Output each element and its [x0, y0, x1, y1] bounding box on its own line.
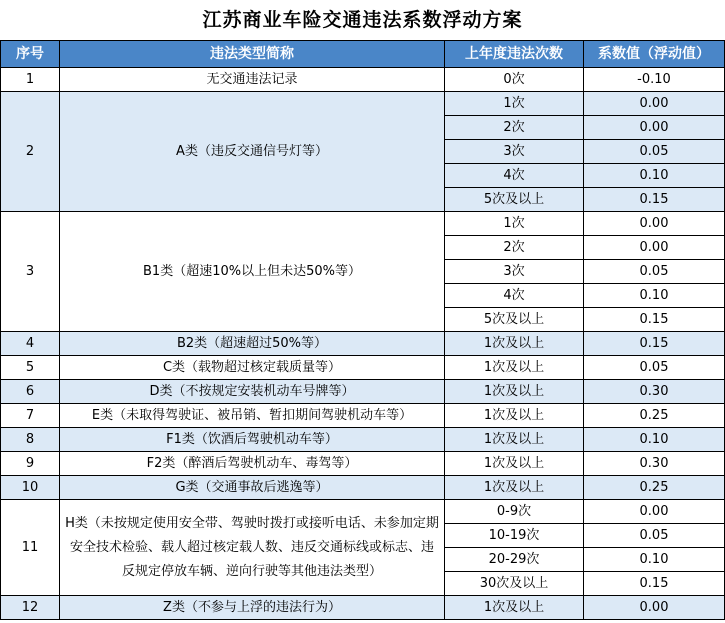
coefficient-cell: 0.10 — [584, 548, 725, 572]
violation-count-cell: 1次及以上 — [445, 596, 584, 620]
coefficient-cell: 0.10 — [584, 428, 725, 452]
coefficient-cell: 0.00 — [584, 116, 725, 140]
violation-count-cell: 4次 — [445, 284, 584, 308]
table-row — [1, 356, 725, 380]
row-number-cell: 5 — [1, 356, 60, 380]
header-no: 序号 — [1, 41, 60, 68]
coefficient-cell: 0.15 — [584, 572, 725, 596]
violation-type-cell: A类（违反交通信号灯等） — [60, 92, 445, 212]
coefficient-cell: 0.00 — [584, 212, 725, 236]
row-number-cell: 3 — [1, 212, 60, 332]
coefficient-cell: 0.30 — [584, 380, 725, 404]
row-number-cell: 12 — [1, 596, 60, 620]
row-number-cell: 1 — [1, 68, 60, 92]
violation-count-cell: 1次及以上 — [445, 356, 584, 380]
coefficient-cell: 0.00 — [584, 92, 725, 116]
violation-count-cell: 3次 — [445, 140, 584, 164]
table-row — [1, 476, 725, 500]
coefficient-cell: 0.00 — [584, 236, 725, 260]
violation-type-cell: 无交通违法记录 — [60, 68, 445, 92]
table-row — [1, 452, 725, 476]
violation-count-cell: 0-9次 — [445, 500, 584, 524]
table-row — [1, 380, 725, 404]
coefficient-cell: 0.25 — [584, 404, 725, 428]
violation-count-cell: 5次及以上 — [445, 308, 584, 332]
violation-type-cell: H类（未按规定使用安全带、驾驶时拨打或接听电话、未参加定期安全技术检验、载人超过核定载人数、违反交通标线或标志、违反规定停放车辆、逆向行驶等其他违法类型） — [60, 500, 445, 596]
violation-count-cell: 2次 — [445, 116, 584, 140]
violation-count-cell: 10-19次 — [445, 524, 584, 548]
violation-type-cell: F2类（醉酒后驾驶机动车、毒驾等） — [60, 452, 445, 476]
coefficient-cell: 0.25 — [584, 476, 725, 500]
violation-count-cell: 20-29次 — [445, 548, 584, 572]
coefficient-cell: 0.15 — [584, 332, 725, 356]
violation-type-cell: F1类（饮酒后驾驶机动车等） — [60, 428, 445, 452]
coefficient-cell: 0.15 — [584, 308, 725, 332]
header-violation-type: 违法类型简称 — [60, 41, 445, 68]
violation-count-cell: 1次 — [445, 212, 584, 236]
coefficient-cell: 0.10 — [584, 284, 725, 308]
violation-type-cell: B1类（超速10%以上但未达50%等） — [60, 212, 445, 332]
violation-count-cell: 30次及以上 — [445, 572, 584, 596]
table-row — [1, 596, 725, 620]
violation-count-cell: 3次 — [445, 260, 584, 284]
table-row — [1, 68, 725, 92]
row-number-cell: 10 — [1, 476, 60, 500]
row-number-cell: 4 — [1, 332, 60, 356]
violation-count-cell: 1次 — [445, 92, 584, 116]
violation-count-cell: 5次及以上 — [445, 188, 584, 212]
table-row — [1, 92, 725, 116]
violation-count-cell: 1次及以上 — [445, 428, 584, 452]
table-row — [1, 212, 725, 236]
coefficient-cell: 0.00 — [584, 596, 725, 620]
violation-count-cell: 2次 — [445, 236, 584, 260]
violation-type-cell: Z类（不参与上浮的违法行为） — [60, 596, 445, 620]
row-number-cell: 6 — [1, 380, 60, 404]
violation-count-cell: 1次及以上 — [445, 380, 584, 404]
coefficient-cell: 0.10 — [584, 164, 725, 188]
table-row — [1, 500, 725, 524]
violation-count-cell: 0次 — [445, 68, 584, 92]
row-number-cell: 8 — [1, 428, 60, 452]
violation-type-cell: B2类（超速超过50%等） — [60, 332, 445, 356]
coefficient-cell: 0.05 — [584, 356, 725, 380]
violation-type-cell: E类（未取得驾驶证、被吊销、暂扣期间驾驶机动车等） — [60, 404, 445, 428]
coefficient-cell: 0.05 — [584, 524, 725, 548]
coefficient-cell: 0.00 — [584, 500, 725, 524]
row-number-cell: 11 — [1, 500, 60, 596]
violation-count-cell: 1次及以上 — [445, 332, 584, 356]
coefficient-cell: 0.15 — [584, 188, 725, 212]
row-number-cell: 2 — [1, 92, 60, 212]
row-number-cell: 7 — [1, 404, 60, 428]
coefficient-cell: 0.05 — [584, 260, 725, 284]
coefficient-cell: 0.30 — [584, 452, 725, 476]
header-violation-count: 上年度违法次数 — [445, 41, 584, 68]
violation-type-cell: G类（交通事故后逃逸等） — [60, 476, 445, 500]
coefficient-cell: -0.10 — [584, 68, 725, 92]
table-row — [1, 428, 725, 452]
table-body — [1, 68, 725, 620]
coefficient-table — [0, 40, 725, 620]
violation-count-cell: 1次及以上 — [445, 476, 584, 500]
table-header-row — [1, 41, 725, 68]
violation-count-cell: 4次 — [445, 164, 584, 188]
table-row — [1, 404, 725, 428]
header-coefficient: 系数值（浮动值） — [584, 41, 725, 68]
violation-type-cell: C类（载物超过核定载质量等） — [60, 356, 445, 380]
violation-count-cell: 1次及以上 — [445, 452, 584, 476]
table-row — [1, 332, 725, 356]
coefficient-cell: 0.05 — [584, 140, 725, 164]
page-title: 江苏商业车险交通违法系数浮动方案 — [202, 9, 523, 31]
violation-type-cell: D类（不按规定安装机动车号牌等） — [60, 380, 445, 404]
row-number-cell: 9 — [1, 452, 60, 476]
violation-count-cell: 1次及以上 — [445, 404, 584, 428]
